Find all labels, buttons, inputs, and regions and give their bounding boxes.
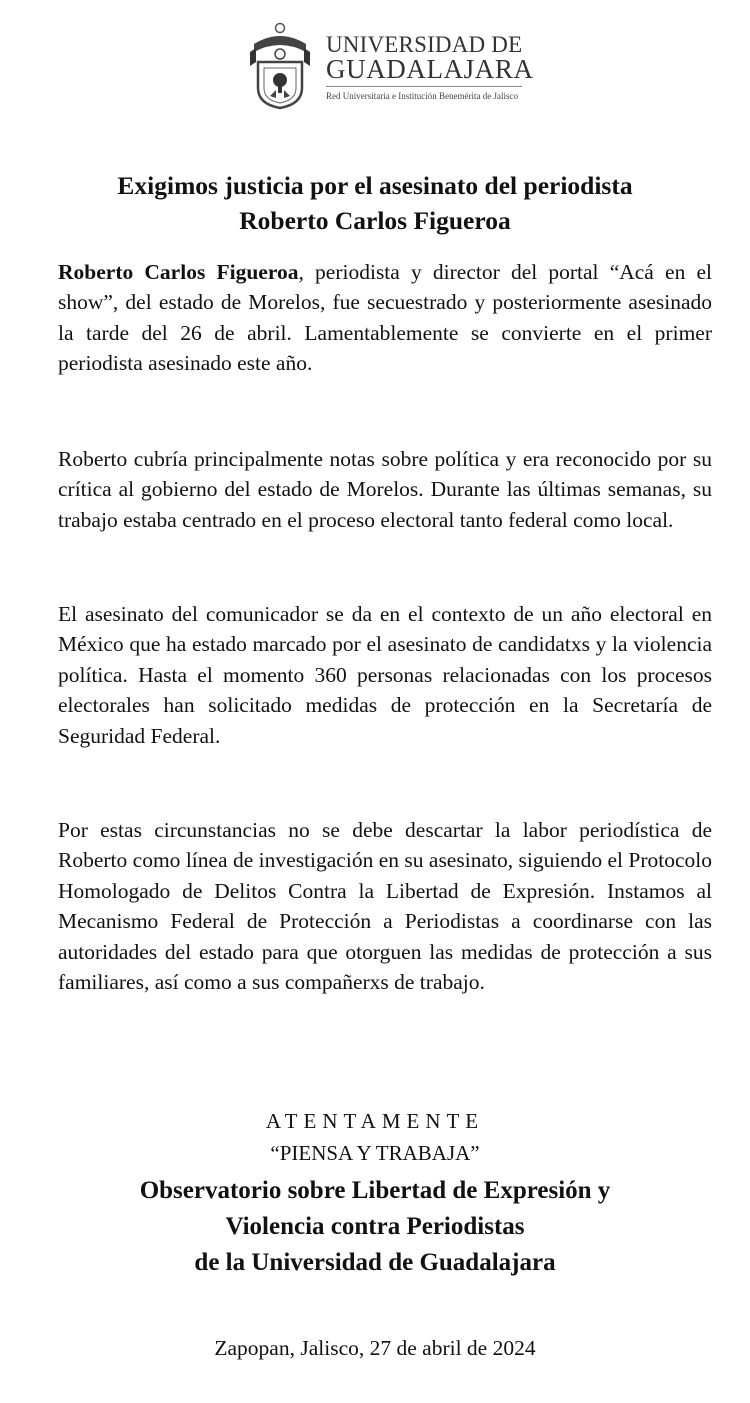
university-tagline: Red Universitaria e Institución Benemérita de Jalisco: [326, 91, 518, 101]
paragraph-4: Por estas circunstancias no se debe descartar la labor periodística de Roberto como línea de investigación en su asesinato, siguiendo el Protocolo Homologado de Delitos Contra la Libertad de Expresión. Instamos al Mecanismo Federal de Protección a Periodistas a coordinarse con las autoridades del estado para que otorguen las medidas de protección a sus familiares, así como a sus compañerxs de trabajo.: [58, 818, 712, 995]
org-line1: Observatorio sobre Libertad de Expresión y: [139, 1177, 611, 1204]
salutation: ATENTAMENTE: [265, 1109, 485, 1133]
university-crest-icon: [246, 22, 314, 110]
org-line2: Violencia contra Periodistas: [225, 1213, 525, 1240]
paragraph-1: [58, 257, 712, 379]
divider: [326, 86, 522, 87]
university-name-line2: GUADALAJARA: [326, 54, 534, 84]
university-name-block: [326, 34, 534, 101]
paragraph-3: El asesinato del comunicador se da en el contexto de un año electoral en México que ha estado marcado por el asesinato de candidatxs y la violencia política. Hasta el momento 360 personas relacionadas con los procesos electorales han solicitado medidas de protección en la Secretaría de Seguridad Federal.: [58, 602, 712, 748]
university-name-line1: UNIVERSIDAD DE: [326, 32, 523, 57]
place-and-date: Zapopan, Jalisco, 27 de abril de 2024: [214, 1336, 536, 1360]
document-title: [40, 168, 710, 238]
motto: “PIENSA Y TRABAJA”: [270, 1141, 480, 1165]
title-line1: Exigimos justicia por el asesinato del periodista: [117, 171, 633, 200]
journalist-name: Roberto Carlos Figueroa: [58, 260, 299, 284]
title-line2: Roberto Carlos Figueroa: [239, 206, 511, 235]
org-line3: de la Universidad de Guadalajara: [194, 1249, 556, 1276]
letterhead: [246, 22, 534, 112]
paragraph-2: Roberto cubría principalmente notas sobre política y era reconocido por su crítica al gobierno del estado de Morelos. Durante las últimas semanas, su trabajo estaba centrado en el proceso electoral tanto federal como local.: [58, 447, 712, 532]
signatory-organization: [40, 1173, 710, 1281]
paragraph-1-text: , periodista y director del portal “Acá en el show”, del estado de Morelos, fue secuestrado y posteriormente asesinado la tarde del 26 de abril. Lamentablemente se convierte en el primer periodista asesinado este año.: [58, 260, 713, 376]
